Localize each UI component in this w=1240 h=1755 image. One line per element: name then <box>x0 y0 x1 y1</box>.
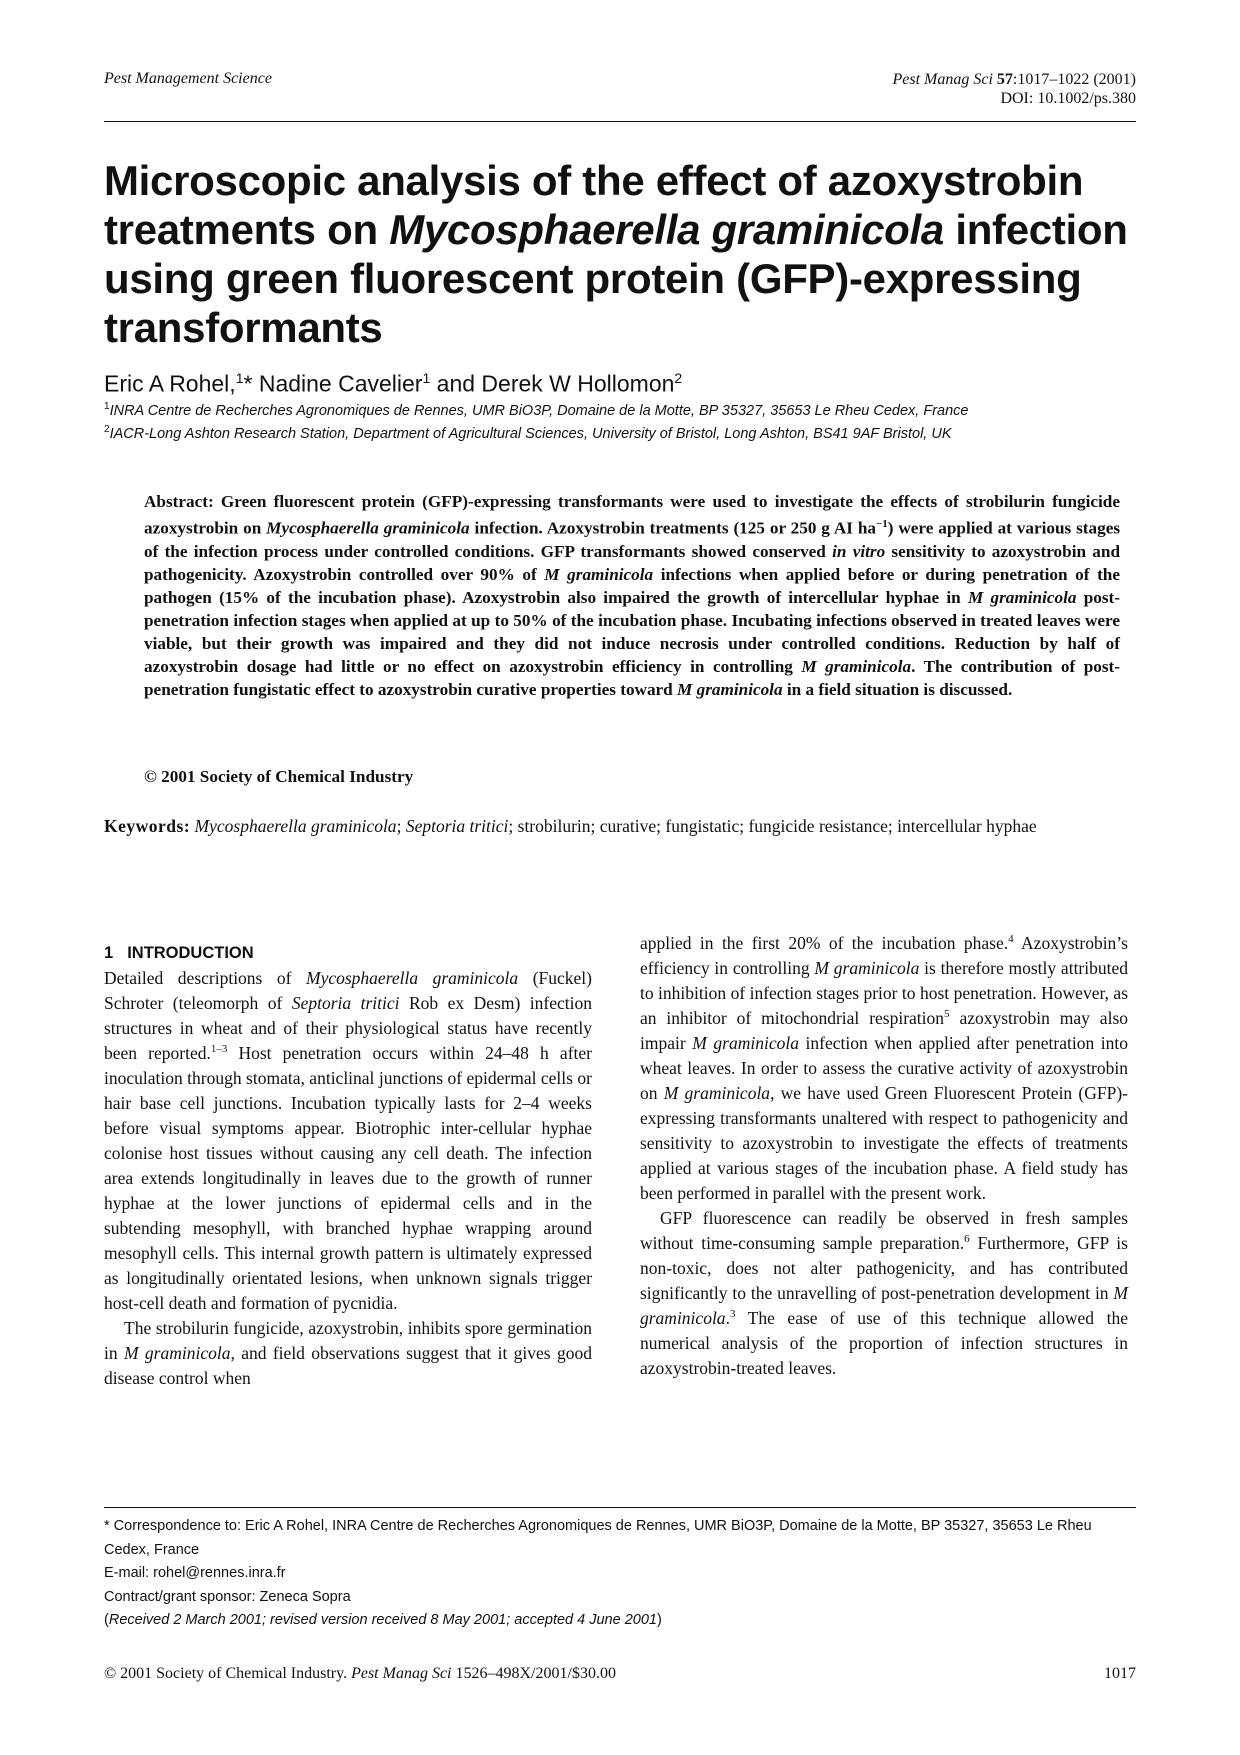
abstract-italic: Mycosphaerella graminicola <box>266 518 470 538</box>
abstract-text: sensitivity to azoxystrobin and pathogenicity. Azoxystrobin controlled over 90% of <box>144 541 1120 584</box>
text-run: (Fuckel) Schroter (teleomorph of <box>104 968 592 1013</box>
text-run: infection when applied after penetration into wheat leaves. In order to assess the curative activity of azoxystrobin on <box>640 1033 1128 1103</box>
section-title: INTRODUCTION <box>127 944 254 962</box>
author-name: Eric A Rohel, <box>104 370 236 397</box>
title-text: Microscopic analysis of the effect of azoxystrobin treatments on <box>104 157 1084 253</box>
footnotes <box>104 1515 1136 1633</box>
italic-run: M graminicola <box>692 1033 799 1053</box>
paragraph <box>104 966 592 1316</box>
affiliation-text: INRA Centre de Recherches Agronomiques de Rennes, UMR BiO3P, Domaine de la Motte, BP 35327, 35653 Le Rheu Cedex, France <box>109 402 969 419</box>
affiliation-text: IACR-Long Ashton Research Station, Department of Agricultural Sciences, University of Bristol, Long Ashton, BS41 9AF Bristol, UK <box>109 425 952 442</box>
paragraph <box>104 1316 592 1391</box>
running-header-journal: Pest Management Science <box>104 70 272 87</box>
abstract-copyright: © 2001 Society of Chemical Industry <box>144 767 414 786</box>
citation-line <box>892 70 1136 89</box>
author-list <box>104 370 682 398</box>
sponsor-note: Contract/grant sponsor: Zeneca Sopra <box>104 1588 351 1605</box>
title-species: Mycosphaerella graminicola <box>389 206 944 253</box>
email-note: E-mail: rohel@rennes.inra.fr <box>104 1565 286 1581</box>
paren: ( <box>104 1612 109 1628</box>
text-run: Host penetration occurs within 24–48 h after inoculation through stomata, anticlinal junctions of epidermal cells or hair base cell junctions. Incubation typically lasts for 2–4 weeks before visual symptoms appear. Biotrophic inter-cellular hyphae colonise host tissues without causing any cell death. The infection area extends longitudinally in leaves due to the growth of runner hyphae at the lower junctions of epidermal cells and in the subtending mesophyll, with branched hyphae wrapping around mesophyll cells. This internal growth pattern is ultimately expressed as longitudinally orientated lesions, when unknown signals trigger host-cell death and formation of pycnidia. <box>104 1043 592 1313</box>
footer-text: © 2001 Society of Chemical Industry. <box>104 1665 352 1682</box>
page-number: 1017 <box>1104 1665 1136 1682</box>
keywords-label: Keywords: <box>104 816 191 836</box>
abstract-italic: M graminicola <box>801 656 912 676</box>
abstract-text: infections when applied before or during penetration of the pathogen (15% of the incubation phase). Azoxystrobin also impaired the growth of intercellular hyphae in <box>144 564 1120 607</box>
paragraph <box>640 931 1128 1206</box>
abstract-label: Abstract: <box>144 492 214 511</box>
citation-superscript: 4 <box>1008 933 1014 946</box>
keyword-list: ; strobilurin; curative; fungistatic; fungicide resistance; intercellular hyphae <box>508 816 1037 836</box>
abstract-italic: M graminicola <box>677 679 783 699</box>
column-left <box>104 942 592 1391</box>
text-run: , and field observations suggest that it gives good disease control when <box>104 1343 592 1388</box>
affiliation-2 <box>104 424 952 442</box>
section-heading <box>104 942 592 964</box>
text-run: GFP fluorescence can readily be observed in fresh samples without time-consuming sample preparation. <box>640 1208 1128 1253</box>
text-run: applied in the first 20% of the incubation phase. <box>640 933 1009 953</box>
footer-copyright <box>104 1665 616 1683</box>
author-name: and Derek W Hollomon <box>430 370 675 397</box>
citation-pages: :1017–1022 (2001) <box>1012 71 1136 88</box>
affiliation-1 <box>104 401 969 419</box>
affiliation-mark: 1 <box>422 370 431 386</box>
text-run: The ease of use of this technique allowed the numerical analysis of the proportion of infection structures in azoxystrobin-treated leaves. <box>640 1308 1128 1378</box>
text-run: . <box>725 1308 730 1328</box>
abstract-text: Green fluorescent protein (GFP)-expressing transformants were used to investigate the effects of strobilurin fungicide azoxystrobin on <box>144 492 1120 538</box>
italic-run: Septoria tritici <box>291 993 400 1013</box>
abstract-italic: M graminicola <box>544 564 654 584</box>
italic-run: Mycosphaerella graminicola <box>306 968 519 988</box>
text-run: Azoxystrobin’s efficiency in controlling <box>640 933 1128 978</box>
abstract <box>144 490 1120 701</box>
citation-superscript: 6 <box>964 1233 970 1246</box>
italic-run: M graminicola <box>123 1343 231 1363</box>
abstract-text: post-penetration infection stages when applied at up to 50% of the incubation phase. Incubating infections observed in treated leaves were viable, but their growth was impaired and they did not induce necrosis under controlled conditions. Reduction by half of azoxystrobin dosage had little or no effect on azoxystrobin efficiency in controlling <box>144 587 1120 676</box>
text-run: The strobilurin fungicide, azoxystrobin, inhibits spore germination in <box>104 1318 592 1363</box>
abstract-superscript: −1 <box>875 518 888 530</box>
paren: ) <box>656 1612 662 1628</box>
abstract-italic: in vitro <box>832 541 886 561</box>
italic-run: M graminicola <box>663 1083 771 1103</box>
footer-journal: Pest Manag Sci <box>351 1665 452 1682</box>
abstract-text: . The contribution of post-penetration fungistatic effect to azoxystrobin curative properties toward <box>144 656 1121 699</box>
abstract-text: ) were applied at various stages of the infection process under controlled conditions. GFP transformants showed conserved <box>144 518 1121 561</box>
italic-run: M graminicola <box>814 958 920 978</box>
correspondence-mark: * <box>243 370 253 397</box>
header-rule <box>104 121 1136 122</box>
text-run: is therefore mostly attributed to inhibition of infection stages prior to host penetration. However, as an inhibitor of mitochondrial respiration <box>640 958 1128 1028</box>
keyword: Septoria tritici <box>405 816 509 836</box>
doi: DOI: 10.1002/ps.380 <box>1000 90 1136 107</box>
citation-superscript: 3 <box>729 1308 736 1321</box>
keyword-separator: ; <box>396 816 406 836</box>
text-run: Rob ex Desm) infection structures in wheat and of their physiological status have recently been reported. <box>104 993 593 1063</box>
section-number: 1 <box>104 944 114 962</box>
keyword: Mycosphaerella graminicola <box>194 816 397 836</box>
citation-volume: 57 <box>996 71 1013 88</box>
keywords <box>104 815 1136 838</box>
column-right <box>640 931 1128 1381</box>
text-run: , we have used Green Fluorescent Protein (GFP)-expressing transformants unaltered with respect to pathogenicity and sensitivity to azoxystrobin to investigate the effects of treatments applied at various stages of the incubation phase. A field study has been performed in parallel with the present work. <box>640 1083 1128 1203</box>
citation-journal: Pest Manag Sci <box>892 71 993 88</box>
citation-superscript: 5 <box>944 1008 950 1021</box>
running-header-citation <box>892 70 1136 108</box>
abstract-italic: M graminicola <box>967 587 1077 607</box>
article-title <box>104 156 1144 352</box>
affiliation-number: 1 <box>104 401 110 412</box>
paragraph <box>640 1206 1128 1381</box>
affiliation-mark: 2 <box>674 370 683 386</box>
text-run: Furthermore, GFP is non-toxic, does not alter pathogenicity, and has contributed significantly to the unravelling of post-penetration development in <box>640 1233 1128 1303</box>
footer-issn: 1526–498X/2001/$30.00 <box>451 1665 616 1682</box>
text-run: azoxystrobin may also impair <box>640 1008 1129 1053</box>
received-note <box>104 1609 1136 1633</box>
italic-run: M graminicola <box>640 1283 1128 1328</box>
text-run: Detailed descriptions of <box>104 968 306 988</box>
received-dates: Received 2 March 2001; revised version received 8 May 2001; accepted 4 June 2001 <box>108 1612 657 1628</box>
abstract-text: infection. Azoxystrobin treatments (125 or 250 g AI ha <box>469 518 876 538</box>
citation-superscript: 1–3 <box>210 1043 228 1056</box>
affiliation-number: 2 <box>104 424 110 435</box>
title-text: infection using green fluorescent protein (GFP)-expressing transformants <box>104 206 1128 351</box>
author-name: Nadine Cavelier <box>252 370 423 397</box>
footnote-rule <box>104 1507 1136 1508</box>
affiliation-mark: 1 <box>235 370 244 386</box>
abstract-text: in a field situation is discussed. <box>782 679 1013 699</box>
correspondence-note: * Correspondence to: Eric A Rohel, INRA Centre de Recherches Agronomiques de Rennes, UMR BiO3P, Domaine de la Motte, BP 35327, 35653 Le Rheu Cedex, France <box>104 1518 1092 1558</box>
